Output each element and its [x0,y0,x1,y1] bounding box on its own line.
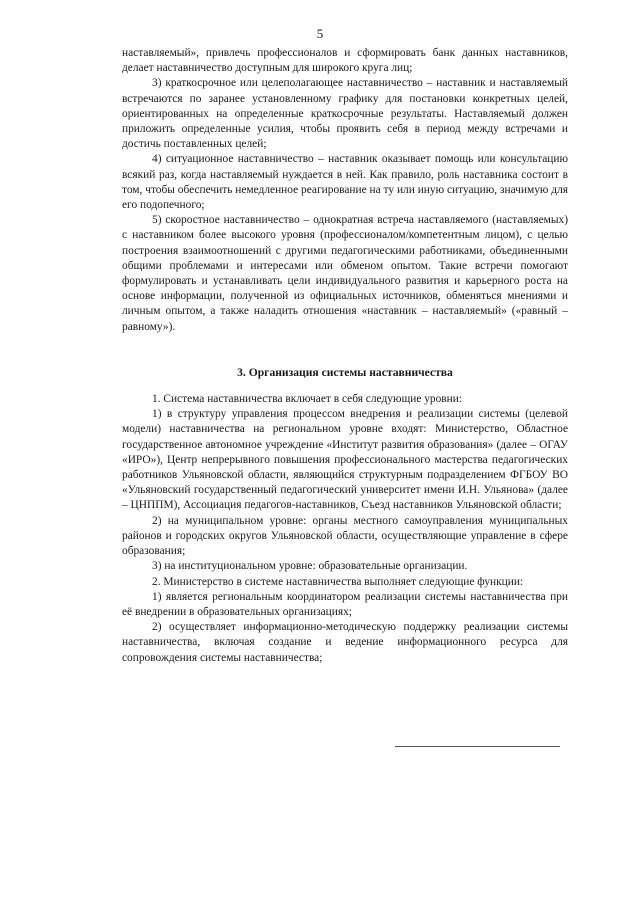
paragraph-function-support: 2) осуществляет информационно-методическую поддержку реализации системы наставничества, включая создание и ведение информационного ресурса для сопровождения системы наставничества; [122,621,568,664]
paragraph-short-term-mentoring: 3) краткосрочное или целеполагающее наставничество – наставник и наставляемый встречаются по заранее установленному графику для постановки конкретных целей, ориентированных на определенные краткосрочные результаты. Наставляемый должен приложить определенные усилия, чтобы проявить себя в период между встречами и достичь поставленных целей; [122,77,568,151]
paragraph-institutional-level: 3) на институциональном уровне: образовательные организации. [152,560,468,573]
paragraph-speed-mentoring: 5) скоростное наставничество – однократная встреча наставляемого (наставляемых) с наставником более высокого уровня (профессионалом/компетентным лицом), с целью построения взаимоотношений с другими педагогическими работниками, объединенными общими проблемами и интересами или обменом опытом. Такие встречи помогают формулировать и устанавливать цели индивидуального развития и карьерного роста на основе информации, полученной из официальных источников, обменяться мнениями и личным опытом, а также наладить отношения «наставник – наставляемый» («равный – равному»). [122,214,568,333]
document-body [122,46,568,666]
paragraph-regional-level: 1) в структуру управления процессом внедрения и реализации системы (целевой модели) наставничества на региональном уровне входят: Министерство, Областное государственное автономное учреждение «Институт развития образования» (далее – ОГАУ «ИРО»), Центр непрерывного повышения профессионального мастерства педагогических работников Ульяновской области, являющийся структурным подразделением ФГБОУ ВО «Ульяновский государственный педагогический университет имени И.Н. Ульянова» (далее – ЦНППМ), Ассоциация педагогов-наставников, Съезд наставников Ульяновской области; [122,408,568,512]
paragraph-situational-mentoring: 4) ситуационное наставничество – наставник оказывает помощь или консультацию всякий раз, когда наставляемый нуждается в ней. Как правило, роль наставника состоит в том, чтобы обеспечить немедленное реагирование на ту или иную ситуацию, значимую для его подопечного; [122,153,568,212]
paragraph-function-coordinator: 1) является региональным координатором реализации системы наставничества при её внедрении в образовательных организациях; [122,590,568,618]
paragraph-continuation: наставляемый», привлечь профессионалов и сформировать банк данных наставников, делает наставничество доступным для широкого круга лиц; [122,47,568,75]
paragraph-ministry-functions: 2. Министерство в системе наставничества выполняет следующие функции: [152,575,524,588]
section-heading: 3. Организация системы наставничества [237,365,453,379]
paragraph-levels-intro: 1. Система наставничества включает в себя следующие уровни: [152,393,463,406]
paragraph-municipal-level: 2) на муниципальном уровне: органы местного самоуправления муниципальных районов и городских округов Ульяновской области, осуществляющие управление в сфере образования; [122,514,568,558]
page-number: 5 [316,26,324,41]
footer-divider [395,746,560,747]
